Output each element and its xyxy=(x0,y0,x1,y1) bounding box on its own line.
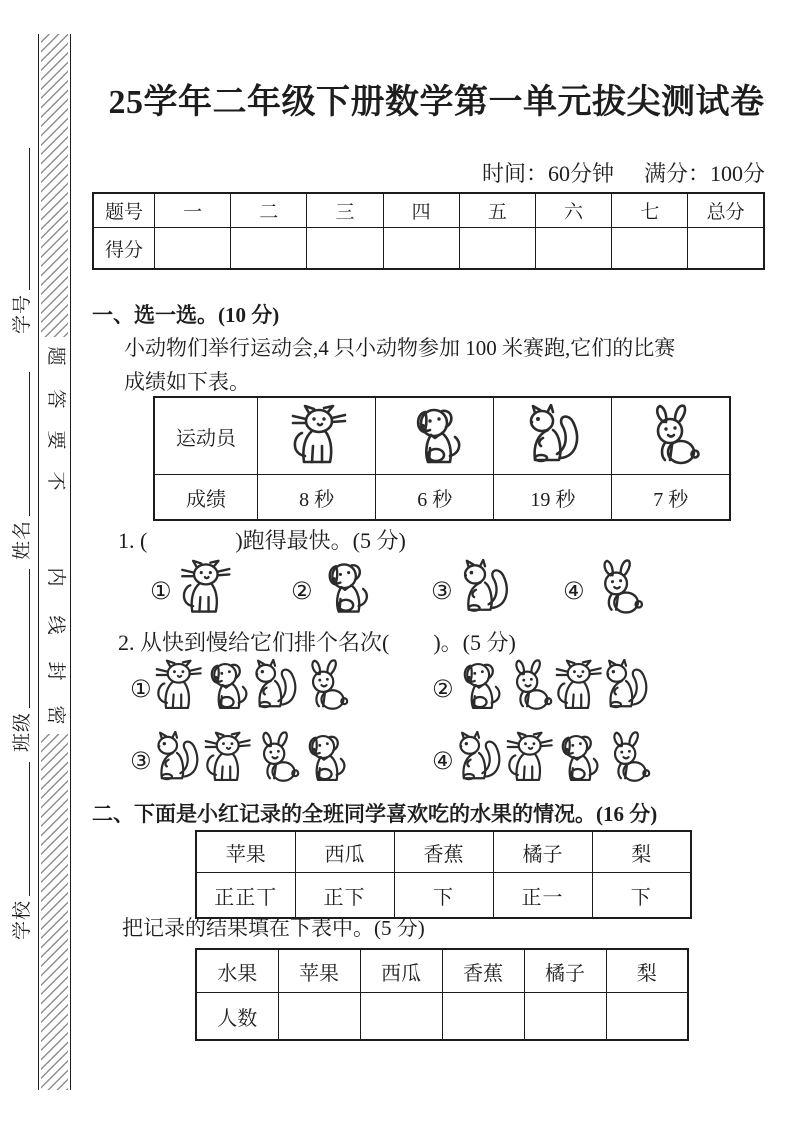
table-cell: 西瓜 xyxy=(360,949,442,993)
rabbit-icon xyxy=(297,654,351,718)
squirrel-icon xyxy=(599,654,653,718)
squirrel-icon xyxy=(248,654,302,718)
seal-char: 内 xyxy=(44,567,66,587)
table-cell: 下 xyxy=(394,873,493,919)
table-cell: 水果 xyxy=(196,949,278,993)
rabbit-icon xyxy=(636,404,706,468)
table-cell: 总分 xyxy=(688,193,764,228)
table-cell xyxy=(231,228,307,270)
field-label: 班级 xyxy=(12,711,34,752)
seal-char: 答 xyxy=(44,389,66,409)
table-cell: 正下 xyxy=(295,873,394,919)
circled-number: ④ xyxy=(563,576,585,605)
table-cell: 二 xyxy=(231,193,307,228)
q2-option-1 xyxy=(130,654,351,723)
animal-sequence xyxy=(588,558,646,623)
table-cell: 下 xyxy=(592,873,691,919)
table-cell: 19 秒 xyxy=(494,475,612,521)
table-cell xyxy=(155,228,231,270)
athlete-table xyxy=(153,396,731,521)
circled-number: ① xyxy=(130,674,152,703)
dog-icon xyxy=(199,654,253,718)
exam-time: 时间：60分钟 xyxy=(481,161,614,186)
section1-intro-line1: 小动物们举行运动会,4 只小动物参加 100 米赛跑,它们的比赛 xyxy=(124,336,676,360)
squirrel-icon xyxy=(150,726,204,790)
cat-icon xyxy=(175,558,233,618)
table-cell: 题号 xyxy=(93,193,155,228)
table-cell xyxy=(535,228,611,270)
animal-sequence xyxy=(175,558,233,623)
blank-line xyxy=(25,569,30,708)
table-cell: 香蕉 xyxy=(442,949,524,993)
circled-number: ② xyxy=(291,576,313,605)
cat-icon xyxy=(501,726,555,790)
rabbit-icon xyxy=(599,726,653,790)
dog-icon xyxy=(297,726,351,790)
table-cell: 正正丅 xyxy=(196,873,295,919)
blank-line xyxy=(25,372,30,516)
table-cell: 香蕉 xyxy=(394,831,493,873)
circled-number: ① xyxy=(150,576,172,605)
dog-icon xyxy=(452,654,506,718)
table-cell: 得分 xyxy=(93,228,155,270)
circled-number: ③ xyxy=(431,576,453,605)
rabbit-icon xyxy=(248,726,302,790)
seal-char: 不 xyxy=(44,471,66,491)
q1-option-4 xyxy=(563,558,646,623)
table-cell: 三 xyxy=(307,193,383,228)
cat-icon xyxy=(282,404,352,468)
table-cell: 七 xyxy=(612,193,688,228)
q2-option-3 xyxy=(130,726,351,795)
animal-sequence xyxy=(457,726,653,795)
table-cell xyxy=(278,993,360,1041)
table-cell xyxy=(524,993,606,1041)
table-cell xyxy=(376,397,494,475)
table-cell xyxy=(494,397,612,475)
circled-number: ③ xyxy=(130,746,152,775)
seal-hatch-top xyxy=(41,34,68,337)
table-cell: 人数 xyxy=(196,993,278,1041)
circled-number: ② xyxy=(432,674,454,703)
table-cell: 梨 xyxy=(606,949,688,993)
seal-hatch-bottom xyxy=(41,734,68,1090)
seal-line-band xyxy=(38,34,71,1090)
q1-option-3 xyxy=(431,558,514,623)
dog-icon xyxy=(316,558,374,618)
section1-intro-line2: 成绩如下表。 xyxy=(124,370,250,394)
table-cell: 苹果 xyxy=(196,831,295,873)
table-cell: 成绩 xyxy=(154,475,258,521)
section1-heading: 一、选一选。(10 分) xyxy=(92,303,280,327)
table-cell: 梨 xyxy=(592,831,691,873)
animal-sequence xyxy=(316,558,374,623)
field-label: 姓名 xyxy=(12,519,34,560)
table-cell: 运动员 xyxy=(154,397,258,475)
squirrel-icon xyxy=(518,404,588,468)
animal-sequence xyxy=(155,654,351,723)
table-cell xyxy=(442,993,524,1041)
table-cell: 六 xyxy=(535,193,611,228)
table-cell: 一 xyxy=(155,193,231,228)
sidebar-field-student-id xyxy=(3,146,33,334)
animal-sequence xyxy=(457,654,653,723)
table-cell: 西瓜 xyxy=(295,831,394,873)
q2-option-2 xyxy=(432,654,653,723)
table-cell: 苹果 xyxy=(278,949,360,993)
q1-option-1 xyxy=(150,558,233,623)
blank-line xyxy=(25,148,30,290)
sidebar-field-class xyxy=(3,567,33,752)
blank-line xyxy=(25,762,30,896)
page-title: 25学年二年级下册数学第一单元拔尖测试卷 xyxy=(108,84,765,121)
table-cell: 7 秒 xyxy=(612,475,730,521)
seal-char: 要 xyxy=(44,430,66,450)
result-table xyxy=(195,948,689,1041)
rabbit-icon xyxy=(501,654,555,718)
table-cell xyxy=(459,228,535,270)
exam-meta xyxy=(482,157,765,188)
table-cell: 四 xyxy=(383,193,459,228)
table-cell xyxy=(383,228,459,270)
circled-number: ④ xyxy=(432,746,454,775)
question2-text: 2. 从快到慢给它们排个名次( )。(5 分) xyxy=(118,630,516,655)
table-cell xyxy=(612,397,730,475)
table-cell: 五 xyxy=(459,193,535,228)
tally-table xyxy=(195,830,692,919)
cat-icon xyxy=(150,654,204,718)
rabbit-icon xyxy=(588,558,646,618)
cat-icon xyxy=(199,726,253,790)
table-cell xyxy=(258,397,376,475)
squirrel-icon xyxy=(452,726,506,790)
seal-char: 线 xyxy=(44,615,66,635)
question1-text: 1. ( )跑得最快。(5 分) xyxy=(118,528,406,553)
score-table xyxy=(92,192,765,270)
table-cell: 橘子 xyxy=(493,831,592,873)
table-cell xyxy=(606,993,688,1041)
fill-instruction: 把记录的结果填在下表中。(5 分) xyxy=(122,916,425,940)
cat-icon xyxy=(550,654,604,718)
table-cell: 正一 xyxy=(493,873,592,919)
table-cell xyxy=(612,228,688,270)
squirrel-icon xyxy=(456,558,514,618)
dog-icon xyxy=(550,726,604,790)
seal-char: 封 xyxy=(44,661,66,681)
q1-option-2 xyxy=(291,558,374,623)
table-cell xyxy=(360,993,442,1041)
table-cell xyxy=(307,228,383,270)
table-cell: 橘子 xyxy=(524,949,606,993)
table-cell: 6 秒 xyxy=(376,475,494,521)
section2-heading: 二、下面是小红记录的全班同学喜欢吃的水果的情况。(16 分) xyxy=(92,802,658,826)
table-cell xyxy=(688,228,764,270)
seal-char: 题 xyxy=(44,346,66,366)
exam-full-score: 满分：100分 xyxy=(643,161,765,186)
seal-char: 密 xyxy=(44,705,66,725)
q2-option-4 xyxy=(432,726,653,795)
table-cell: 8 秒 xyxy=(258,475,376,521)
sidebar-field-name xyxy=(3,370,33,560)
sidebar-field-school xyxy=(3,760,33,940)
field-label: 学校 xyxy=(12,899,34,940)
dog-icon xyxy=(400,404,470,468)
animal-sequence xyxy=(456,558,514,623)
animal-sequence xyxy=(155,726,351,795)
field-label: 学号 xyxy=(12,293,34,334)
